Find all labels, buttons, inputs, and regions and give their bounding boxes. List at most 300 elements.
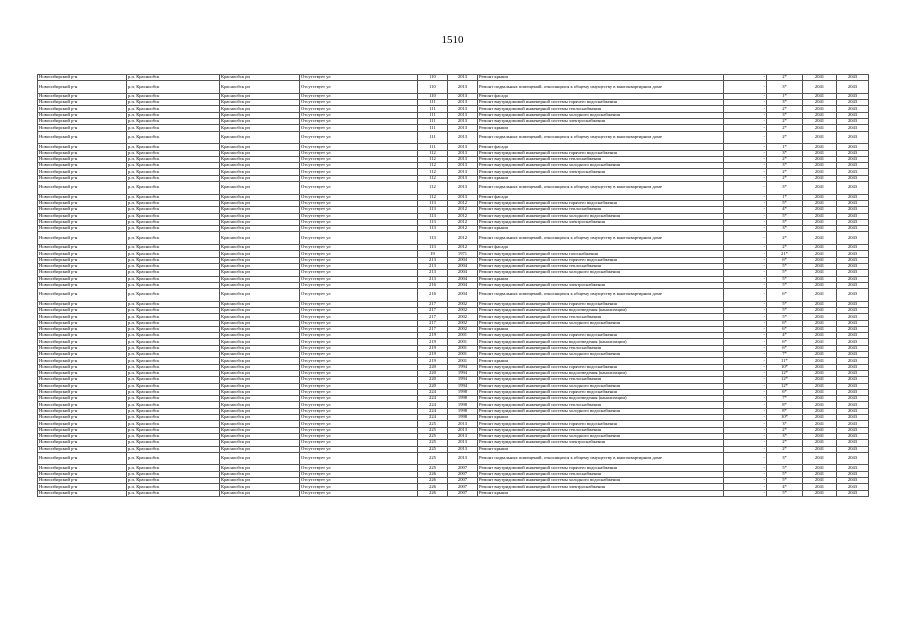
street-cell: Отсутствует ул bbox=[300, 490, 418, 496]
district-cell: Новосибирский р-н bbox=[38, 484, 127, 490]
district-cell: Новосибирский р-н bbox=[38, 478, 127, 484]
term-cell: 5* bbox=[767, 282, 803, 288]
settlement-cell: р.п. Краснообск bbox=[127, 478, 220, 484]
settlement-cell: р.п. Краснообск bbox=[127, 421, 220, 427]
term-cell: 2* bbox=[767, 119, 803, 125]
term-cell: 2* bbox=[767, 245, 803, 251]
district-cell: Новосибирский р-н bbox=[38, 106, 127, 112]
settlement-cell: р.п. Краснообск bbox=[127, 364, 220, 370]
district-cell: Новосибирский р-н bbox=[38, 364, 127, 370]
work-type-cell: Ремонт внутридомовой инженерной системы холодного водоснабжения bbox=[478, 213, 724, 219]
street-cell: Отсутствует ул bbox=[300, 352, 418, 358]
street-cell: Отсутствует ул bbox=[300, 276, 418, 282]
start-year-cell: 2041 bbox=[803, 226, 837, 232]
term-cell: 5* bbox=[767, 490, 803, 496]
locality-cell: Краснообск рп bbox=[220, 263, 300, 269]
locality-cell: Краснообск рп bbox=[220, 471, 300, 477]
locality-cell: Краснообск рп bbox=[220, 226, 300, 232]
settlement-cell: р.п. Краснообск bbox=[127, 377, 220, 383]
street-cell: Отсутствует ул bbox=[300, 163, 418, 169]
year-cell: 2004 bbox=[448, 270, 478, 276]
term-cell: 10* bbox=[767, 364, 803, 370]
district-cell: Новосибирский р-н bbox=[38, 490, 127, 496]
house-number-cell: 112 bbox=[418, 182, 448, 195]
locality-cell: Краснообск рп bbox=[220, 131, 300, 144]
settlement-cell: р.п. Краснообск bbox=[127, 415, 220, 421]
locality-cell: Краснообск рп bbox=[220, 245, 300, 251]
house-number-cell: 220 bbox=[418, 377, 448, 383]
term-cell: 7* bbox=[767, 352, 803, 358]
district-cell: Новосибирский р-н bbox=[38, 402, 127, 408]
locality-cell: Краснообск рп bbox=[220, 389, 300, 395]
work-type-cell: Ремонт внутридомовой инженерной системы электроснабжения bbox=[478, 282, 724, 288]
term-cell: 5* bbox=[767, 471, 803, 477]
house-number-cell: 224 bbox=[418, 402, 448, 408]
settlement-cell: р.п. Краснообск bbox=[127, 433, 220, 439]
term-cell: 1* bbox=[767, 144, 803, 150]
dash-cell: - bbox=[724, 169, 767, 175]
work-type-cell: Ремонт внутридомовой инженерной системы теплоснабжения bbox=[478, 345, 724, 351]
end-year-cell: 2043 bbox=[837, 226, 869, 232]
start-year-cell: 2041 bbox=[803, 276, 837, 282]
term-cell: 3* bbox=[767, 433, 803, 439]
settlement-cell: р.п. Краснообск bbox=[127, 396, 220, 402]
start-year-cell: 2041 bbox=[803, 314, 837, 320]
locality-cell: Краснообск рп bbox=[220, 81, 300, 94]
year-cell: 2002 bbox=[448, 307, 478, 313]
end-year-cell: 2043 bbox=[837, 119, 869, 125]
work-type-cell: Ремонт внутридомовой инженерной системы холодного водоснабжения bbox=[478, 163, 724, 169]
district-cell: Новосибирский р-н bbox=[38, 440, 127, 446]
house-number-cell: 225 bbox=[418, 465, 448, 471]
street-cell: Отсутствует ул bbox=[300, 326, 418, 332]
dash-cell: - bbox=[724, 257, 767, 263]
end-year-cell: 2043 bbox=[837, 163, 869, 169]
term-cell: 2* bbox=[767, 427, 803, 433]
settlement-cell: р.п. Краснообск bbox=[127, 320, 220, 326]
settlement-cell: р.п. Краснообск bbox=[127, 169, 220, 175]
locality-cell: Краснообск рп bbox=[220, 125, 300, 131]
term-cell: 2* bbox=[767, 175, 803, 181]
start-year-cell: 2041 bbox=[803, 478, 837, 484]
work-type-cell: Ремонт внутридомовой инженерной системы теплоснабжения bbox=[478, 377, 724, 383]
settlement-cell: р.п. Краснообск bbox=[127, 175, 220, 181]
work-type-cell: Ремонт фасада bbox=[478, 194, 724, 200]
work-type-cell: Ремонт внутридомовой инженерной системы электроснабжения bbox=[478, 484, 724, 490]
year-cell: 2013 bbox=[448, 131, 478, 144]
start-year-cell: 2041 bbox=[803, 396, 837, 402]
street-cell: Отсутствует ул bbox=[300, 396, 418, 402]
settlement-cell: р.п. Краснообск bbox=[127, 200, 220, 206]
dash-cell: - bbox=[724, 112, 767, 118]
settlement-cell: р.п. Краснообск bbox=[127, 207, 220, 213]
term-cell: 2* bbox=[767, 156, 803, 162]
year-cell: 2004 bbox=[448, 276, 478, 282]
house-number-cell: 225 bbox=[418, 433, 448, 439]
district-cell: Новосибирский р-н bbox=[38, 213, 127, 219]
settlement-cell: р.п. Краснообск bbox=[127, 490, 220, 496]
term-cell: 2* bbox=[767, 169, 803, 175]
end-year-cell: 2043 bbox=[837, 219, 869, 225]
locality-cell: Краснообск рп bbox=[220, 440, 300, 446]
locality-cell: Краснообск рп bbox=[220, 320, 300, 326]
locality-cell: Краснообск рп bbox=[220, 358, 300, 364]
start-year-cell: 2041 bbox=[803, 75, 837, 81]
house-number-cell: 217 bbox=[418, 320, 448, 326]
street-cell: Отсутствует ул bbox=[300, 125, 418, 131]
street-cell: Отсутствует ул bbox=[300, 484, 418, 490]
work-type-cell: Ремонт внутридомовой инженерной системы теплоснабжения bbox=[478, 156, 724, 162]
locality-cell: Краснообск рп bbox=[220, 352, 300, 358]
page-number: 1510 bbox=[441, 34, 464, 46]
house-number-cell: 225 bbox=[418, 427, 448, 433]
work-type-cell: Ремонт подвальных помещений, относящихся к общему имуществу в многоквартирном доме bbox=[478, 289, 724, 302]
district-cell: Новосибирский р-н bbox=[38, 251, 127, 257]
start-year-cell: 2041 bbox=[803, 100, 837, 106]
work-type-cell: Ремонт внутридомовой инженерной системы холодного водоснабжения bbox=[478, 383, 724, 389]
end-year-cell: 2043 bbox=[837, 433, 869, 439]
table-row bbox=[38, 289, 869, 302]
year-cell: 2013 bbox=[448, 81, 478, 94]
street-cell: Отсутствует ул bbox=[300, 119, 418, 125]
term-cell: 5* bbox=[767, 213, 803, 219]
year-cell: 2013 bbox=[448, 452, 478, 465]
settlement-cell: р.п. Краснообск bbox=[127, 452, 220, 465]
locality-cell: Краснообск рп bbox=[220, 207, 300, 213]
start-year-cell: 2041 bbox=[803, 213, 837, 219]
work-type-cell: Ремонт крыши bbox=[478, 326, 724, 332]
district-cell: Новосибирский р-н bbox=[38, 345, 127, 351]
end-year-cell: 2043 bbox=[837, 333, 869, 339]
term-cell: 12* bbox=[767, 383, 803, 389]
year-cell: 2004 bbox=[448, 263, 478, 269]
street-cell: Отсутствует ул bbox=[300, 440, 418, 446]
year-cell: 2013 bbox=[448, 125, 478, 131]
start-year-cell: 2041 bbox=[803, 251, 837, 257]
end-year-cell: 2043 bbox=[837, 358, 869, 364]
locality-cell: Краснообск рп bbox=[220, 251, 300, 257]
end-year-cell: 2043 bbox=[837, 478, 869, 484]
district-cell: Новосибирский р-н bbox=[38, 169, 127, 175]
end-year-cell: 2043 bbox=[837, 370, 869, 376]
district-cell: Новосибирский р-н bbox=[38, 100, 127, 106]
locality-cell: Краснообск рп bbox=[220, 175, 300, 181]
dash-cell: - bbox=[724, 478, 767, 484]
settlement-cell: р.п. Краснообск bbox=[127, 213, 220, 219]
dash-cell: - bbox=[724, 163, 767, 169]
end-year-cell: 2043 bbox=[837, 452, 869, 465]
end-year-cell: 2043 bbox=[837, 156, 869, 162]
settlement-cell: р.п. Краснообск bbox=[127, 245, 220, 251]
start-year-cell: 2041 bbox=[803, 333, 837, 339]
house-number-cell: 112 bbox=[418, 169, 448, 175]
dash-cell: - bbox=[724, 276, 767, 282]
start-year-cell: 2041 bbox=[803, 194, 837, 200]
district-cell: Новосибирский р-н bbox=[38, 226, 127, 232]
end-year-cell: 2043 bbox=[837, 396, 869, 402]
house-number-cell: 112 bbox=[418, 175, 448, 181]
house-number-cell: 213 bbox=[418, 276, 448, 282]
settlement-cell: р.п. Краснообск bbox=[127, 314, 220, 320]
street-cell: Отсутствует ул bbox=[300, 301, 418, 307]
table-row bbox=[38, 452, 869, 465]
year-cell: 2007 bbox=[448, 490, 478, 496]
house-number-cell: 220 bbox=[418, 370, 448, 376]
work-type-cell: Ремонт подвальных помещений, относящихся к общему имуществу в многоквартирном доме bbox=[478, 81, 724, 94]
settlement-cell: р.п. Краснообск bbox=[127, 75, 220, 81]
term-cell: 3* bbox=[767, 112, 803, 118]
locality-cell: Краснообск рп bbox=[220, 478, 300, 484]
end-year-cell: 2043 bbox=[837, 289, 869, 302]
year-cell: 2004 bbox=[448, 282, 478, 288]
locality-cell: Краснообск рп bbox=[220, 333, 300, 339]
term-cell: 6* bbox=[767, 326, 803, 332]
start-year-cell: 2041 bbox=[803, 471, 837, 477]
start-year-cell: 2041 bbox=[803, 301, 837, 307]
end-year-cell: 2043 bbox=[837, 320, 869, 326]
street-cell: Отсутствует ул bbox=[300, 75, 418, 81]
dash-cell: - bbox=[724, 452, 767, 465]
year-cell: 2013 bbox=[448, 93, 478, 99]
term-cell: 2* bbox=[767, 131, 803, 144]
district-cell: Новосибирский р-н bbox=[38, 383, 127, 389]
term-cell: 5* bbox=[767, 314, 803, 320]
term-cell: 2* bbox=[767, 446, 803, 452]
locality-cell: Краснообск рп bbox=[220, 421, 300, 427]
district-cell: Новосибирский р-н bbox=[38, 471, 127, 477]
term-cell: 7* bbox=[767, 396, 803, 402]
table-row bbox=[38, 232, 869, 245]
table-row bbox=[38, 131, 869, 144]
house-number-cell: 224 bbox=[418, 389, 448, 395]
district-cell: Новосибирский р-н bbox=[38, 112, 127, 118]
dash-cell: - bbox=[724, 389, 767, 395]
work-type-cell: Ремонт внутридомовой инженерной системы водоотведения (канализации) bbox=[478, 307, 724, 313]
end-year-cell: 2043 bbox=[837, 402, 869, 408]
house-number-cell: 219 bbox=[418, 339, 448, 345]
house-number-cell: 113 bbox=[418, 200, 448, 206]
street-cell: Отсутствует ул bbox=[300, 245, 418, 251]
street-cell: Отсутствует ул bbox=[300, 452, 418, 465]
end-year-cell: 2043 bbox=[837, 421, 869, 427]
work-type-cell: Ремонт внутридомовой инженерной системы электроснабжения bbox=[478, 219, 724, 225]
house-number-cell: 110 bbox=[418, 93, 448, 99]
district-cell: Новосибирский р-н bbox=[38, 163, 127, 169]
work-type-cell: Ремонт внутридомовой инженерной системы холодного водоснабжения bbox=[478, 320, 724, 326]
street-cell: Отсутствует ул bbox=[300, 156, 418, 162]
dash-cell: - bbox=[724, 125, 767, 131]
start-year-cell: 2041 bbox=[803, 440, 837, 446]
street-cell: Отсутствует ул bbox=[300, 377, 418, 383]
district-cell: Новосибирский р-н bbox=[38, 245, 127, 251]
district-cell: Новосибирский р-н bbox=[38, 270, 127, 276]
street-cell: Отсутствует ул bbox=[300, 345, 418, 351]
dash-cell: - bbox=[724, 396, 767, 402]
settlement-cell: р.п. Краснообск bbox=[127, 150, 220, 156]
year-cell: 2012 bbox=[448, 245, 478, 251]
work-type-cell: Ремонт внутридомовой инженерной системы теплоснабжения bbox=[478, 402, 724, 408]
street-cell: Отсутствует ул bbox=[300, 333, 418, 339]
term-cell: 5* bbox=[767, 465, 803, 471]
start-year-cell: 2041 bbox=[803, 345, 837, 351]
term-cell: 21* bbox=[767, 251, 803, 257]
district-cell: Новосибирский р-н bbox=[38, 75, 127, 81]
street-cell: Отсутствует ул bbox=[300, 446, 418, 452]
house-number-cell: 112 bbox=[418, 194, 448, 200]
dash-cell: - bbox=[724, 314, 767, 320]
locality-cell: Краснообск рп bbox=[220, 484, 300, 490]
end-year-cell: 2043 bbox=[837, 352, 869, 358]
locality-cell: Краснообск рп bbox=[220, 433, 300, 439]
street-cell: Отсутствует ул bbox=[300, 144, 418, 150]
district-cell: Новосибирский р-н bbox=[38, 125, 127, 131]
year-cell: 2013 bbox=[448, 433, 478, 439]
end-year-cell: 2043 bbox=[837, 282, 869, 288]
year-cell: 2002 bbox=[448, 301, 478, 307]
start-year-cell: 2041 bbox=[803, 182, 837, 195]
start-year-cell: 2041 bbox=[803, 270, 837, 276]
locality-cell: Краснообск рп bbox=[220, 182, 300, 195]
settlement-cell: р.п. Краснообск bbox=[127, 119, 220, 125]
work-type-cell: Ремонт внутридомовой инженерной системы холодного водоснабжения bbox=[478, 433, 724, 439]
end-year-cell: 2043 bbox=[837, 93, 869, 99]
street-cell: Отсутствует ул bbox=[300, 106, 418, 112]
settlement-cell: р.п. Краснообск bbox=[127, 125, 220, 131]
house-number-cell: 220 bbox=[418, 364, 448, 370]
work-type-cell: Ремонт подвальных помещений, относящихся к общему имуществу в многоквартирном доме bbox=[478, 452, 724, 465]
house-number-cell: 213 bbox=[418, 257, 448, 263]
house-number-cell: 225 bbox=[418, 452, 448, 465]
dash-cell: - bbox=[724, 358, 767, 364]
end-year-cell: 2043 bbox=[837, 471, 869, 477]
work-type-cell: Ремонт крыши bbox=[478, 276, 724, 282]
end-year-cell: 2043 bbox=[837, 276, 869, 282]
district-cell: Новосибирский р-н bbox=[38, 119, 127, 125]
street-cell: Отсутствует ул bbox=[300, 408, 418, 414]
year-cell: 2001 bbox=[448, 358, 478, 364]
work-type-cell: Ремонт подвальных помещений, относящихся к общему имуществу в многоквартирном доме bbox=[478, 182, 724, 195]
locality-cell: Краснообск рп bbox=[220, 326, 300, 332]
locality-cell: Краснообск рп bbox=[220, 345, 300, 351]
house-number-cell: 113 bbox=[418, 226, 448, 232]
locality-cell: Краснообск рп bbox=[220, 100, 300, 106]
work-type-cell: Ремонт внутридомовой инженерной системы теплоснабжения bbox=[478, 207, 724, 213]
settlement-cell: р.п. Краснообск bbox=[127, 389, 220, 395]
work-type-cell: Ремонт внутридомовой инженерной системы электроснабжения bbox=[478, 440, 724, 446]
dash-cell: - bbox=[724, 93, 767, 99]
year-cell: 2013 bbox=[448, 182, 478, 195]
settlement-cell: р.п. Краснообск bbox=[127, 81, 220, 94]
work-type-cell: Ремонт внутридомовой инженерной системы холодного водоснабжения bbox=[478, 408, 724, 414]
dash-cell: - bbox=[724, 144, 767, 150]
term-cell: 6* bbox=[767, 339, 803, 345]
end-year-cell: 2043 bbox=[837, 484, 869, 490]
dash-cell: - bbox=[724, 282, 767, 288]
house-number-cell: 226 bbox=[418, 471, 448, 477]
dash-cell: - bbox=[724, 81, 767, 94]
work-type-cell: Ремонт внутридомовой инженерной системы водоотведения (канализации) bbox=[478, 339, 724, 345]
house-number-cell: 225 bbox=[418, 440, 448, 446]
house-number-cell: 225 bbox=[418, 446, 448, 452]
year-cell: 2013 bbox=[448, 194, 478, 200]
street-cell: Отсутствует ул bbox=[300, 263, 418, 269]
house-number-cell: 226 bbox=[418, 484, 448, 490]
end-year-cell: 2043 bbox=[837, 169, 869, 175]
term-cell: 6* bbox=[767, 389, 803, 395]
work-type-cell: Ремонт внутридомовой инженерной системы холодного водоснабжения bbox=[478, 478, 724, 484]
locality-cell: Краснообск рп bbox=[220, 276, 300, 282]
term-cell: 6* bbox=[767, 289, 803, 302]
dash-cell: - bbox=[724, 213, 767, 219]
district-cell: Новосибирский р-н bbox=[38, 446, 127, 452]
term-cell: 2* bbox=[767, 232, 803, 245]
district-cell: Новосибирский р-н bbox=[38, 433, 127, 439]
start-year-cell: 2041 bbox=[803, 307, 837, 313]
year-cell: 2013 bbox=[448, 446, 478, 452]
locality-cell: Краснообск рп bbox=[220, 232, 300, 245]
settlement-cell: р.п. Краснообск bbox=[127, 194, 220, 200]
register-body bbox=[38, 75, 869, 497]
settlement-cell: р.п. Краснообск bbox=[127, 106, 220, 112]
settlement-cell: р.п. Краснообск bbox=[127, 289, 220, 302]
district-cell: Новосибирский р-н bbox=[38, 301, 127, 307]
year-cell: 1998 bbox=[448, 415, 478, 421]
end-year-cell: 2043 bbox=[837, 100, 869, 106]
district-cell: Новосибирский р-н bbox=[38, 314, 127, 320]
end-year-cell: 2043 bbox=[837, 446, 869, 452]
house-number-cell: 112 bbox=[418, 150, 448, 156]
term-cell: 2* bbox=[767, 440, 803, 446]
end-year-cell: 2043 bbox=[837, 427, 869, 433]
locality-cell: Краснообск рп bbox=[220, 307, 300, 313]
locality-cell: Краснообск рп bbox=[220, 377, 300, 383]
settlement-cell: р.п. Краснообск bbox=[127, 307, 220, 313]
start-year-cell: 2041 bbox=[803, 389, 837, 395]
start-year-cell: 2041 bbox=[803, 119, 837, 125]
dash-cell: - bbox=[724, 301, 767, 307]
work-type-cell: Ремонт внутридомовой инженерной системы водоотведения (канализации) bbox=[478, 396, 724, 402]
term-cell: 11* bbox=[767, 358, 803, 364]
dash-cell: - bbox=[724, 320, 767, 326]
house-number-cell: 111 bbox=[418, 100, 448, 106]
work-type-cell: Ремонт внутридомовой инженерной системы теплоснабжения bbox=[478, 106, 724, 112]
end-year-cell: 2043 bbox=[837, 75, 869, 81]
locality-cell: Краснообск рп bbox=[220, 75, 300, 81]
start-year-cell: 2041 bbox=[803, 415, 837, 421]
dash-cell: - bbox=[724, 446, 767, 452]
dash-cell: - bbox=[724, 219, 767, 225]
start-year-cell: 2041 bbox=[803, 93, 837, 99]
year-cell: 2002 bbox=[448, 320, 478, 326]
district-cell: Новосибирский р-н bbox=[38, 194, 127, 200]
end-year-cell: 2043 bbox=[837, 314, 869, 320]
locality-cell: Краснообск рп bbox=[220, 427, 300, 433]
locality-cell: Краснообск рп bbox=[220, 490, 300, 496]
year-cell: 2013 bbox=[448, 169, 478, 175]
start-year-cell: 2041 bbox=[803, 402, 837, 408]
end-year-cell: 2043 bbox=[837, 415, 869, 421]
end-year-cell: 2043 bbox=[837, 263, 869, 269]
start-year-cell: 2041 bbox=[803, 433, 837, 439]
end-year-cell: 2043 bbox=[837, 232, 869, 245]
year-cell: 1994 bbox=[448, 364, 478, 370]
dash-cell: - bbox=[724, 150, 767, 156]
district-cell: Новосибирский р-н bbox=[38, 93, 127, 99]
end-year-cell: 2043 bbox=[837, 257, 869, 263]
dash-cell: - bbox=[724, 484, 767, 490]
house-number-cell: 110 bbox=[418, 81, 448, 94]
settlement-cell: р.п. Краснообск bbox=[127, 465, 220, 471]
